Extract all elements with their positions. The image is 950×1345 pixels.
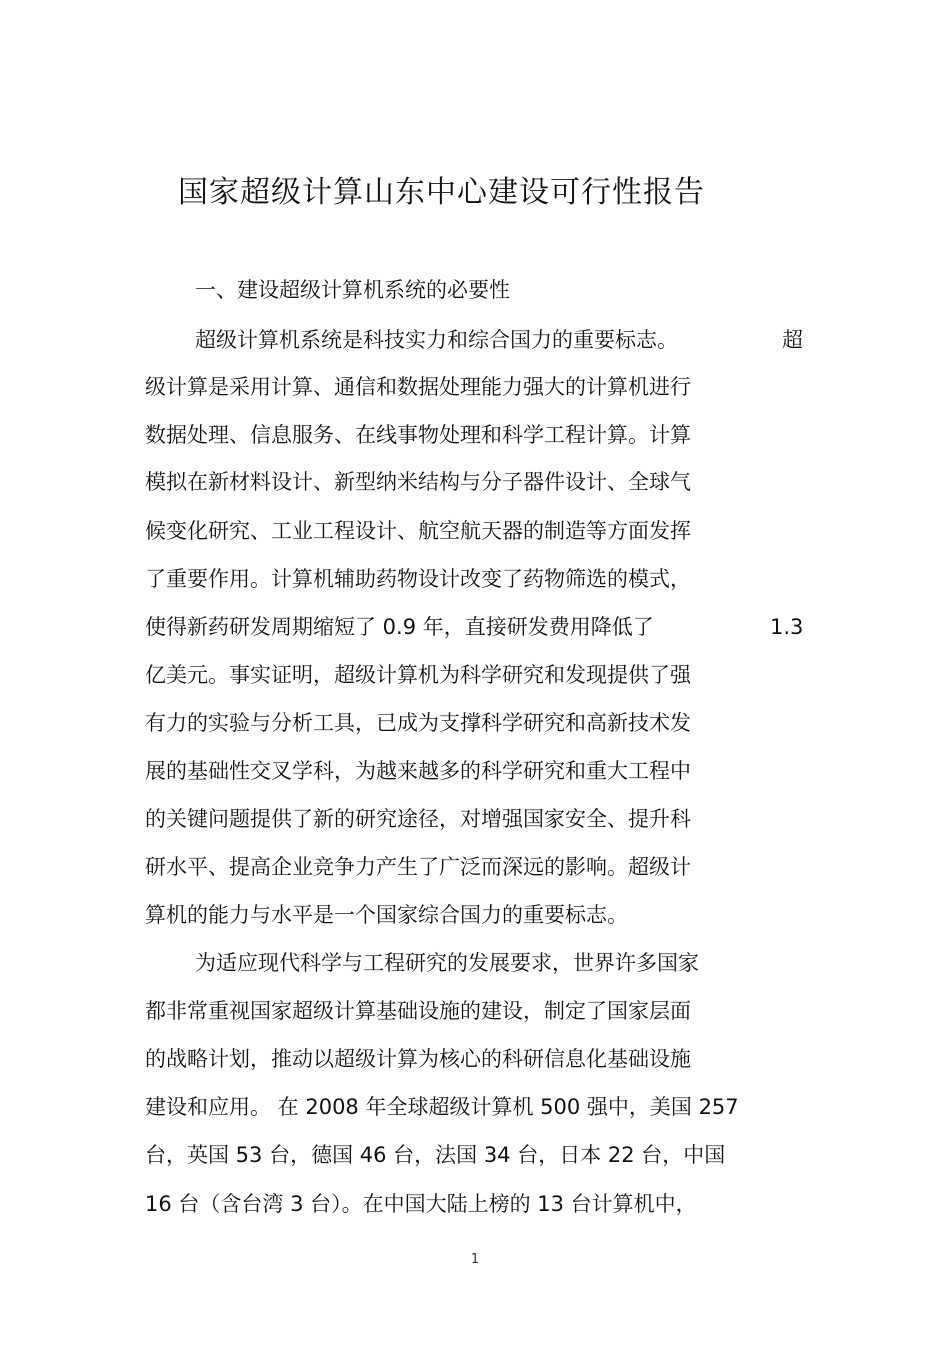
- paragraph-line: 建设和应用。 在 2008 年全球超级计算机 500 强中，美国 257: [145, 1095, 739, 1119]
- paragraph-line: 了重要作用。计算机辅助药物设计改变了药物筛选的模式，: [145, 567, 691, 591]
- page-number: 1: [470, 1252, 480, 1267]
- paragraph-line: 亿美元。事实证明，超级计算机为科学研究和发现提供了强: [145, 663, 691, 687]
- paragraph-line: 为适应现代科学与工程研究的发展要求，世界许多国家: [195, 951, 699, 975]
- paragraph-line: 使得新药研发周期缩短了 0.9 年，直接研发费用降低了: [145, 615, 654, 639]
- paragraph-line: 的战略计划，推动以超级计算为核心的科研信息化基础设施: [145, 1047, 691, 1071]
- section-heading: 一、建设超级计算机系统的必要性: [195, 278, 510, 302]
- paragraph-line: 都非常重视国家超级计算基础设施的建设，制定了国家层面: [145, 999, 691, 1023]
- paragraph-line: 台，英国 53 台，德国 46 台，法国 34 台，日本 22 台，中国: [145, 1143, 726, 1167]
- paragraph-line: 数据处理、信息服务、在线事物处理和科学工程计算。计算: [145, 423, 691, 447]
- document-title: 国家超级计算山东中心建设可行性报告: [178, 175, 705, 210]
- paragraph-line: 研水平、提高企业竞争力产生了广泛而深远的影响。超级计: [145, 855, 691, 879]
- paragraph-line-tail: 1.3: [770, 615, 804, 639]
- paragraph-line: 候变化研究、工业工程设计、航空航天器的制造等方面发挥: [145, 519, 691, 543]
- paragraph-line: 展的基础性交叉学科，为越来越多的科学研究和重大工程中: [145, 759, 691, 783]
- paragraph-line: 的关键问题提供了新的研究途径，对增强国家安全、提升科: [145, 807, 691, 831]
- paragraph-line: 级计算是采用计算、通信和数据处理能力强大的计算机进行: [145, 375, 691, 399]
- paragraph-line: 超级计算机系统是科技实力和综合国力的重要标志。: [195, 328, 678, 352]
- paragraph-line-tail: 超: [782, 328, 803, 352]
- paragraph-line: 有力的实验与分析工具，已成为支撑科学研究和高新技术发: [145, 711, 691, 735]
- paragraph-line: 16 台（含台湾 3 台）。在中国大陆上榜的 13 台计算机中，: [145, 1192, 697, 1216]
- paragraph-line: 模拟在新材料设计、新型纳米结构与分子器件设计、全球气: [145, 470, 691, 494]
- paragraph-line: 算机的能力与水平是一个国家综合国力的重要标志。: [145, 903, 628, 927]
